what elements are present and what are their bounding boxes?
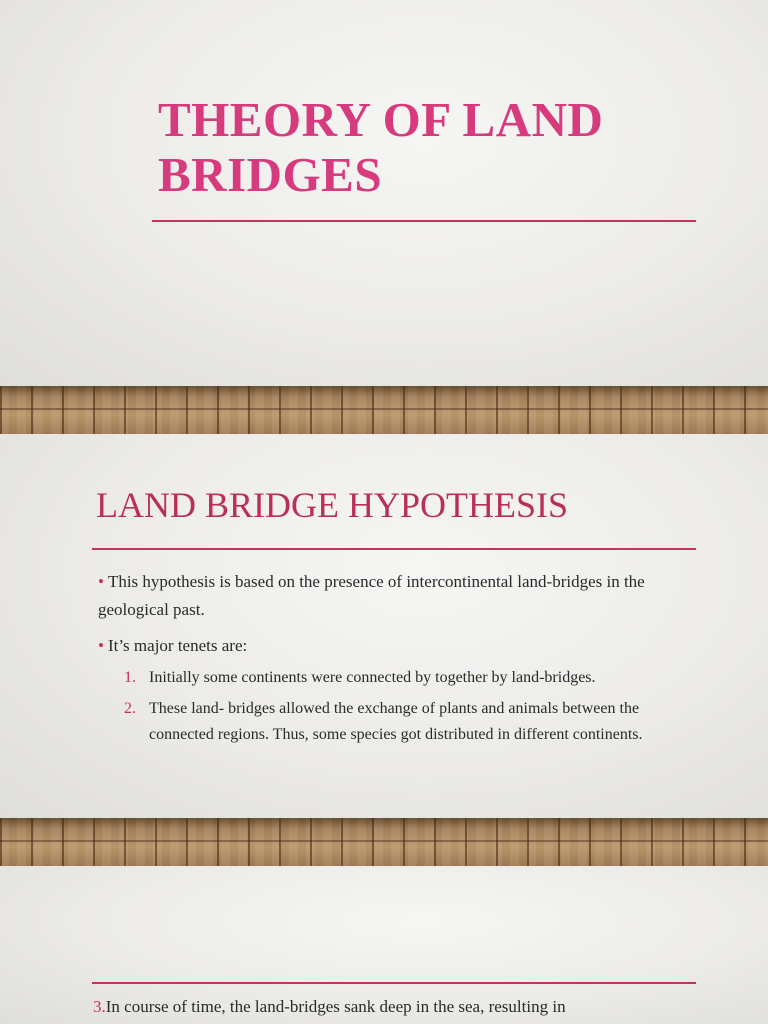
bullet-dot-icon: • xyxy=(98,636,104,655)
item-text: These land- bridges allowed the exchange of plants and animals between the connected regions. Thus, some species got distributed in different continents. xyxy=(149,700,643,743)
bullet-item xyxy=(98,632,698,660)
bullet-text: This hypothesis is based on the presence of intercontinental land-bridges in the geological past. xyxy=(98,572,645,619)
numbered-item xyxy=(93,996,713,1018)
wood-floor-decoration xyxy=(0,818,768,866)
title-underline xyxy=(92,548,696,550)
bullet-dot-icon: • xyxy=(98,572,104,591)
bullet-text: It’s major tenets are: xyxy=(107,636,248,655)
slide-2 xyxy=(0,434,768,820)
bullet-item xyxy=(98,568,698,624)
wood-floor-decoration xyxy=(0,386,768,434)
numbered-item xyxy=(124,696,694,748)
slide-2-title: LAND BRIDGE HYPOTHESIS xyxy=(96,485,569,525)
item-text: In course of time, the land-bridges sank deep in the sea, resulting in xyxy=(105,997,566,1016)
slide-1 xyxy=(0,0,768,388)
title-underline xyxy=(92,982,696,984)
title-underline xyxy=(152,220,696,222)
numbered-item xyxy=(124,665,694,691)
slide-1-title: THEORY OF LAND BRIDGES xyxy=(158,92,604,202)
item-text: Initially some continents were connected by together by land-bridges. xyxy=(149,669,596,686)
item-number: 1. xyxy=(124,669,136,686)
item-number: 2. xyxy=(124,700,136,717)
item-number: 3. xyxy=(93,997,106,1016)
